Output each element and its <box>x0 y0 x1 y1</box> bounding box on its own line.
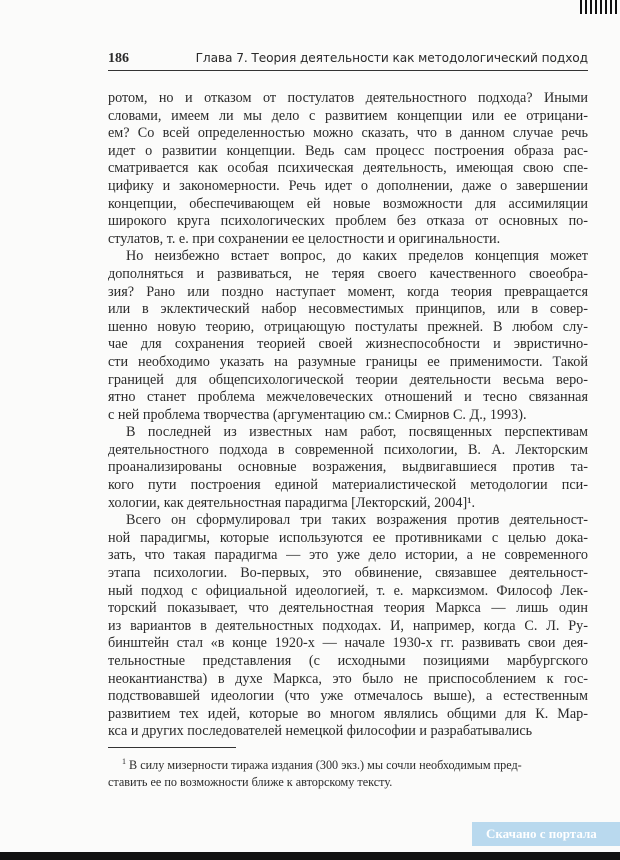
footnote-divider <box>108 747 236 748</box>
footnote-line: ставить ее по возможности ближе к авторскому тексту. <box>108 775 393 790</box>
text-line: кса и других последователей немецкой философии и разрабатывались <box>108 723 533 740</box>
body-text <box>108 90 588 741</box>
text-line: ротом, но и отказом от постулатов деятельностного подхода? Иными <box>108 90 588 106</box>
running-head: Глава 7. Теория деятельности как методологический подход <box>195 51 588 65</box>
text-line: из вариантов в деятельностных подходах. И, например, когда С. Л. Ру- <box>108 617 588 634</box>
text-line: тельностные представления (с исходными позициями марбургского <box>108 653 588 669</box>
text-line: зия? Рано или поздно наступает момент, когда теория превращается <box>108 283 588 300</box>
text-line: ем? Со всей определенностью можно сказать, что в данном случае речь <box>108 125 588 142</box>
text-line: развитием тех идей, которые во многом являлись общими для К. Мар- <box>108 705 588 722</box>
text-line: кого пути построения единой материалистической методологии пси- <box>108 477 588 494</box>
text-line: границей для общепсихологической теории деятельности весьма веро- <box>108 371 588 388</box>
text-line: с ней проблема творчества (аргументацию см.: Смирнов С. Д., 1993). <box>108 406 527 423</box>
text-line: идет о развитии концепции. Ведь сам процесс построения образа рас- <box>108 142 588 159</box>
page-header <box>108 50 588 71</box>
text-line: бинштейн стал «в конце 1920-х — начале 1930-х гг. развивать свои дея- <box>108 635 588 652</box>
text-line: деятельностного подхода в современной психологии, В. А. Лекторским <box>108 441 588 458</box>
text-line: дополняться и развиваться, не теряя своего качественного своеобра- <box>108 265 588 282</box>
text-line: торский показывает, что деятельностная теория Маркса — лишь один <box>108 600 588 617</box>
text-line: ный подход с официальной идеологией, т. е. марксизмом. Философ Лек- <box>108 582 588 599</box>
text-line: сматривается как особая психическая деятельность, имеющая свою спе- <box>108 160 588 177</box>
footnote-line: $^1$ В силу мизерности тиража издания (300 экз.) мы сочли необходимым пред- <box>122 757 522 773</box>
text-line: зать, что такая парадигма — это уже дело истории, а не современного <box>108 547 588 564</box>
text-line: сти необходимо указать на разумные границы ее применимости. Такой <box>108 353 588 370</box>
text-line: проанализированы основные возражения, выдвигавшиеся против та- <box>108 459 588 476</box>
text-line: широкого круга психологических проблем без отказа от основных по- <box>108 213 588 230</box>
text-line: этапа психологии. Во-первых, это обвинение, связавшее деятельност- <box>108 565 588 582</box>
text-line: В последней из известных нам работ, посвященных перспективам <box>126 424 588 441</box>
text-line: словами, имеем ли мы дело с развитием концепции или ее отрицани- <box>108 107 588 124</box>
text-line: подствовавшей идеологии (что уже отмечалось выше), а естественным <box>108 688 588 705</box>
scan-edge-marks <box>580 0 620 14</box>
text-line: неокантианства) в духе Маркса, это было не приспособлением к гос- <box>108 670 588 687</box>
text-line: стулатов, т. е. при сохранении ее целостности и оригинальности. <box>108 230 501 247</box>
footnote <box>108 753 578 791</box>
text-line: ной парадигмы, которые используются ее противниками с целью дока- <box>108 529 588 546</box>
text-line: или в эклектический набор несовместимых принципов, или в совер- <box>108 301 588 318</box>
download-watermark: Скачано с портала <box>472 822 620 846</box>
text-line: концепции, обеспечивающем ей новые возможности для ассимиляции <box>108 195 588 212</box>
scan-bottom-edge <box>0 852 620 860</box>
text-line: хологии, как деятельностная парадигма [Лекторский, 2004]¹. <box>108 494 476 511</box>
text-line: чае для сохранения теорией своей жизнеспособности и эвристично- <box>108 336 588 353</box>
page-number: 186 <box>108 51 129 66</box>
text-line: Но неизбежно встает вопрос, до каких пределов концепция может <box>126 248 588 265</box>
text-line: шенно новую теорию, отрицающую постулаты прежней. В любом слу- <box>108 318 588 335</box>
text-line: цифику и закономерности. Речь идет о дополнении, даже о завершении <box>108 177 588 194</box>
text-line: ятно станет проблема межчеловеческих отношений и тесно связанная <box>108 389 588 406</box>
footnote-marker: 1 <box>122 757 126 766</box>
text-line: Всего он сформулировал три таких возражения против деятельност- <box>126 512 588 529</box>
